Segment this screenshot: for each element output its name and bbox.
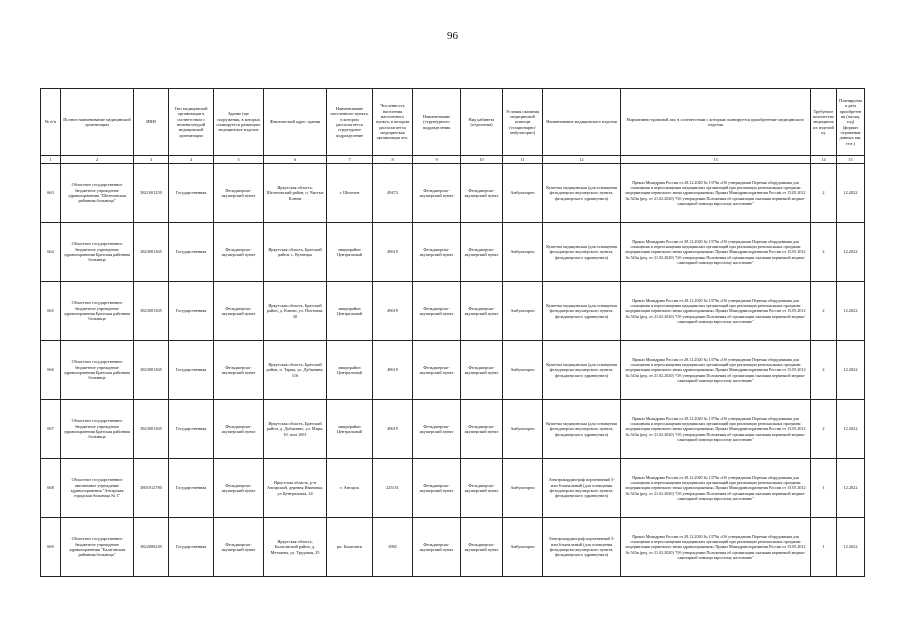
header-cell: Условия оказания медицинской помощи (стационарно/ амбулаторно) [503, 89, 543, 156]
locality: микрорайон Центральный [327, 400, 373, 459]
building: Фельдшерско-акушерский пункт [214, 459, 264, 518]
quantity: 1 [811, 518, 837, 577]
quantity: 2 [811, 164, 837, 223]
legal-basis: Приказ Минздрава России от 28.12.2020 № 1379н «Об утверждении Перечня оборудования для оснащения и переоснащения медицинских организаций при реализации региональных программ модернизации первичного звена здравоохранения» Приказ Минздравсоцразвития России от 15.05.2012 № 543н (ред. от 21.02.2020) "Об утверждении Положения об организации оказания первичной медико-санитарной помощи взрослому населению" [621, 223, 811, 282]
organization-type: Государственная [169, 459, 214, 518]
cabinet-type: Фельдшерско-акушерский пункт [461, 459, 503, 518]
table-row [41, 164, 865, 223]
header-cell: Численность населения населенного пункта, в котором располагается медицинская организация чел. [373, 89, 413, 156]
table-row [41, 223, 865, 282]
header-cell: Наименование населенного пункта, в котором располагается структурное подразделение [327, 89, 373, 156]
building: Фельдшерско-акушерский пункт [214, 223, 264, 282]
header-cell: Нормативно-правовой акт, в соответствии с которым планируется приобретение медицинского изделия [621, 89, 811, 156]
unit-name: Фельдшерско-акушерский пункт [413, 341, 461, 400]
care-conditions: Амбулаторно [503, 459, 543, 518]
population: 49619 [373, 223, 413, 282]
population: 49472 [373, 164, 413, 223]
row-number: 667 [41, 400, 61, 459]
population: 49619 [373, 341, 413, 400]
locality: рп. Балаганск [327, 518, 373, 577]
organization-name: Областное государственное бюджетное учреждение здравоохранения Братская районная больница [61, 282, 134, 341]
inn: 3823001365 [134, 223, 169, 282]
table-row [41, 400, 865, 459]
column-number: 14 [811, 156, 837, 164]
column-number: 2 [61, 156, 134, 164]
device-name: Кушетка медицинская (для оснащения фельдшерско-акушерского пункта, фельдшерского здравпункта) [543, 282, 621, 341]
header-cell: Планируемая дата приобретения (месяц, год) (формат отражения данных мм. гггг.) [837, 89, 865, 156]
cabinet-type: Фельдшерско-акушерский пункт [461, 400, 503, 459]
unit-name: Фельдшерско-акушерский пункт [413, 459, 461, 518]
unit-name: Фельдшерско-акушерский пункт [413, 223, 461, 282]
device-name: Кушетка медицинская (для оснащения фельдшерско-акушерского пункта, фельдшерского здравпункта) [543, 164, 621, 223]
organization-name: Областное государственное бюджетное учреждение здравоохранения "Балаганская районная больница" [61, 518, 134, 577]
row-number: 664 [41, 223, 61, 282]
organization-name: Областное государственное бюджетное учреждение здравоохранения Братская районная больница [61, 223, 134, 282]
population: 49619 [373, 400, 413, 459]
column-number: 13 [621, 156, 811, 164]
building: Фельдшерско-акушерский пункт [214, 341, 264, 400]
inn: 3823001365 [134, 341, 169, 400]
column-number: 10 [461, 156, 503, 164]
address: Иркутская область, Балаганский район, д. Метляева, ул. Трудовая, 25 [264, 518, 327, 577]
header-cell: Фактический адрес здания [264, 89, 327, 156]
row-number: 665 [41, 282, 61, 341]
care-conditions: Амбулаторно [503, 341, 543, 400]
header-cell: Полное наименование медицинской организации [61, 89, 134, 156]
planned-date: 12.2022 [837, 341, 865, 400]
organization-type: Государственная [169, 223, 214, 282]
header-cell: Наименование медицинского изделия [543, 89, 621, 156]
planned-date: 12.2022 [837, 518, 865, 577]
row-number: 669 [41, 518, 61, 577]
inn: 3823001365 [134, 282, 169, 341]
header-cell: Здание (ще сооружения, в которых планируется размещать медицинское изделие [214, 89, 264, 156]
care-conditions: Амбулаторно [503, 518, 543, 577]
population: 3982 [373, 518, 413, 577]
column-number: 3 [134, 156, 169, 164]
planned-date: 12.2022 [837, 400, 865, 459]
header-cell: № п/п [41, 89, 61, 156]
care-conditions: Амбулаторно [503, 164, 543, 223]
address: Иркутская область, Братский район, с. Кузнецка [264, 223, 327, 282]
device-name: Кушетка медицинская (для оснащения фельдшерско-акушерского пункта, фельдшерского здравпункта) [543, 223, 621, 282]
organization-type: Государственная [169, 341, 214, 400]
unit-name: Фельдшерско-акушерский пункт [413, 518, 461, 577]
column-number: 12 [543, 156, 621, 164]
building: Фельдшерско-акушерский пункт [214, 518, 264, 577]
header-cell: ИНН [134, 89, 169, 156]
column-number: 8 [373, 156, 413, 164]
inn: 3821001259 [134, 164, 169, 223]
equipment-register-table [40, 88, 865, 577]
cabinet-type: Фельдшерско-акушерский пункт [461, 164, 503, 223]
organization-type: Государственная [169, 282, 214, 341]
planned-date: 12.2022 [837, 459, 865, 518]
row-number: 666 [41, 341, 61, 400]
legal-basis: Приказ Минздрава России от 28.12.2020 № 1379н «Об утверждении Перечня оборудования для оснащения и переоснащения медицинских организаций при реализации региональных программ модернизации первичного звена здравоохранения» Приказ Минздравсоцразвития России от 15.05.2012 № 543н (ред. от 21.02.2020) "Об утверждении Положения об организации оказания первичной медико-санитарной помощи взрослому населению" [621, 282, 811, 341]
cabinet-type: Фельдшерско-акушерский пункт [461, 518, 503, 577]
column-number: 5 [214, 156, 264, 164]
locality: микрорайон Центральный [327, 223, 373, 282]
locality: микрорайон Центральный [327, 341, 373, 400]
header-cell: Вид кабинета (отделения) [461, 89, 503, 156]
column-number-row [41, 156, 865, 164]
organization-type: Государственная [169, 164, 214, 223]
header-cell: Наименование (структурного подразделения [413, 89, 461, 156]
inn: 3822000249 [134, 518, 169, 577]
legal-basis: Приказ Минздрава России от 28.12.2020 № 1379н «Об утверждении Перечня оборудования для оснащения и переоснащения медицинских организаций при реализации региональных программ модернизации первичного звена здравоохранения» Приказ Минздравсоцразвития России от 15.05.2012 № 543н (ред. от 21.02.2020) "Об утверждении Положения об организации оказания первичной медико-санитарной помощи взрослому населению" [621, 341, 811, 400]
unit-name: Фельдшерско-акушерский пункт [413, 282, 461, 341]
quantity: 2 [811, 400, 837, 459]
population: 49619 [373, 282, 413, 341]
planned-date: 12.2022 [837, 282, 865, 341]
header-cell: Тип медицинской организации в соответствии с номенклатурой медицинской организации [169, 89, 214, 156]
row-number: 668 [41, 459, 61, 518]
device-name: Электрокардиограф портативный 3- или 6-канальный (для оснащения фельдшерско-акушерского пункта, фельдшерского здравпункта) [543, 518, 621, 577]
organization-type: Государственная [169, 400, 214, 459]
device-name: Кушетка медицинская (для оснащения фельдшерско-акушерского пункта, фельдшерского здравпункта) [543, 400, 621, 459]
device-name: Электрокардиограф портативный 3- или 6-канальный (для оснащения фельдшерско-акушерского пункта, фельдшерского здравпункта) [543, 459, 621, 518]
address: Иркутская область, Братский район, д. Ключи, ул. Почтовая, 30 [264, 282, 327, 341]
unit-name: Фельдшерско-акушерский пункт [413, 400, 461, 459]
row-number: 663 [41, 164, 61, 223]
legal-basis: Приказ Минздрава России от 28.12.2020 № 1379н «Об утверждении Перечня оборудования для оснащения и переоснащения медицинских организаций при реализации региональных программ модернизации первичного звена здравоохранения» Приказ Минздравсоцразвития России от 15.05.2012 № 543н (ред. от 21.02.2020) "Об утверждении Положения об организации оказания первичной медико-санитарной помощи взрослому населению" [621, 459, 811, 518]
inn: 3801012780 [134, 459, 169, 518]
cabinet-type: Фельдшерско-акушерский пункт [461, 282, 503, 341]
column-number: 4 [169, 156, 214, 164]
legal-basis: Приказ Минздрава России от 28.12.2020 № 1379н «Об утверждении Перечня оборудования для оснащения и переоснащения медицинских организаций при реализации региональных программ модернизации первичного звена здравоохранения» Приказ Минздравсоцразвития России от 15.05.2012 № 543н (ред. от 21.02.2020) "Об утверждении Положения об организации оказания первичной медико-санитарной помощи взрослому населению" [621, 164, 811, 223]
address: Иркутская область, Шелеховский район, п. Чистые Ключи [264, 164, 327, 223]
address: Иркутская область, Братский район, д. Дубынино, ул. Мира, 10, пом 1001 [264, 400, 327, 459]
locality: микрорайон Центральный [327, 282, 373, 341]
quantity: 1 [811, 459, 837, 518]
population: 225151 [373, 459, 413, 518]
locality: г. Ангарск [327, 459, 373, 518]
column-number: 7 [327, 156, 373, 164]
organization-type: Государственная [169, 518, 214, 577]
table-row [41, 518, 865, 577]
locality: г. Шелехов [327, 164, 373, 223]
planned-date: 12.2022 [837, 164, 865, 223]
page-number: 96 [447, 30, 458, 42]
table-row [41, 282, 865, 341]
building: Фельдшерско-акушерский пункт [214, 400, 264, 459]
header-row [41, 89, 865, 156]
legal-basis: Приказ Минздрава России от 28.12.2020 № 1379н «Об утверждении Перечня оборудования для оснащения и переоснащения медицинских организаций при реализации региональных программ модернизации первичного звена здравоохранения» Приказ Минздравсоцразвития России от 15.05.2012 № 543н (ред. от 21.02.2020) "Об утверждении Положения об организации оказания первичной медико-санитарной помощи взрослому населению" [621, 518, 811, 577]
column-number: 9 [413, 156, 461, 164]
table-row [41, 341, 865, 400]
column-number: 11 [503, 156, 543, 164]
table-row [41, 459, 865, 518]
organization-name: Областное государственное автономное учреждение здравоохранения "Ангарская городская больница № 1" [61, 459, 134, 518]
address: Иркутская область, р-н Ангарский, деревня Ивановка, ул.Центральная, 24 [264, 459, 327, 518]
device-name: Кушетка медицинская (для оснащения фельдшерско-акушерского пункта, фельдшерского здравпункта) [543, 341, 621, 400]
legal-basis: Приказ Минздрава России от 28.12.2020 № 1379н «Об утверждении Перечня оборудования для оснащения и переоснащения медицинских организаций при реализации региональных программ модернизации первичного звена здравоохранения» Приказ Минздравсоцразвития России от 15.05.2012 № 543н (ред. от 21.02.2020) "Об утверждении Положения об организации оказания первичной медико-санитарной помощи взрослому населению" [621, 400, 811, 459]
address: Иркутская область, Братский район, п. Тарма, ул. Дубынина, 116 [264, 341, 327, 400]
care-conditions: Амбулаторно [503, 400, 543, 459]
building: Фельдшерско-акушерский пункт [214, 164, 264, 223]
organization-name: Областное государственное бюджетное учреждение здравоохранения "Шелеховская районная больница" [61, 164, 134, 223]
column-number: 1 [41, 156, 61, 164]
quantity: 2 [811, 282, 837, 341]
quantity: 2 [811, 341, 837, 400]
cabinet-type: Фельдшерско-акушерский пункт [461, 223, 503, 282]
care-conditions: Амбулаторно [503, 223, 543, 282]
unit-name: Фельдшерско-акушерский пункт [413, 164, 461, 223]
quantity: 2 [811, 223, 837, 282]
inn: 3823001365 [134, 400, 169, 459]
header-cell: Требуемое количество медицинских изделий ед. [811, 89, 837, 156]
care-conditions: Амбулаторно [503, 282, 543, 341]
planned-date: 12.2022 [837, 223, 865, 282]
organization-name: Областное государственное бюджетное учреждение здравоохранения Братская районная больница [61, 400, 134, 459]
building: Фельдшерско-акушерский пункт [214, 282, 264, 341]
cabinet-type: Фельдшерско-акушерский пункт [461, 341, 503, 400]
column-number: 6 [264, 156, 327, 164]
column-number: 15 [837, 156, 865, 164]
organization-name: Областное государственное бюджетное учреждение здравоохранения Братская районная больница [61, 341, 134, 400]
